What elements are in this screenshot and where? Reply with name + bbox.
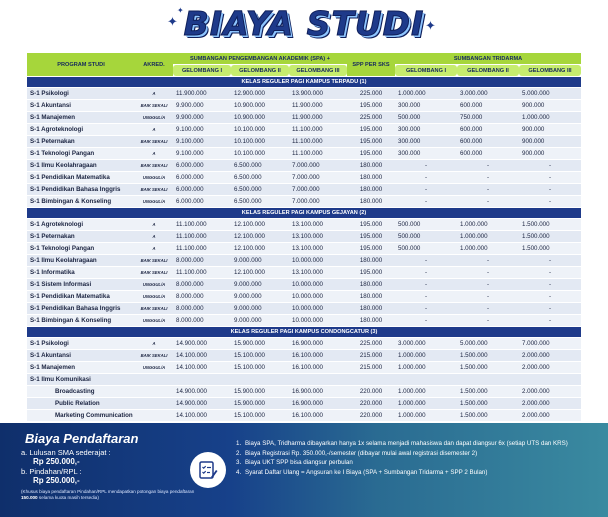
trid-g3-cell: - — [519, 172, 581, 183]
footer-panel — [0, 423, 608, 517]
spa-g3-cell: 13.100.000 — [289, 267, 347, 278]
spa-g2-cell: 10.900.000 — [231, 100, 289, 111]
akreditasi-cell: BAIK SEKALI — [135, 184, 173, 195]
trid-g1-cell: - — [395, 172, 457, 183]
trid-g2-cell: 1.500.000 — [457, 362, 519, 373]
program-cell: S-1 Informatika — [27, 267, 135, 278]
section-header — [27, 77, 581, 87]
spa-g3-cell: 16.900.000 — [289, 386, 347, 397]
spa-g1-cell: 9.100.000 — [173, 136, 231, 147]
trid-g3-cell: - — [519, 184, 581, 195]
header-spa: SUMBANGAN PENGEMBANGAN AKADEMIK (SPA) + — [173, 53, 347, 64]
akreditasi-cell: BAIK SEKALI — [135, 100, 173, 111]
spa-g1-cell: 11.900.000 — [173, 88, 231, 99]
spa-g3-cell: 16.100.000 — [289, 350, 347, 361]
spa-g1-cell: 14.900.000 — [173, 338, 231, 349]
table-row — [27, 398, 581, 409]
trid-g3-cell: 2.000.000 — [519, 350, 581, 361]
info-item: 1. Biaya SPA, Tridharma dibayarkan hanya 1x selama menjadi mahasiswa dan dapat diangsur 6x (setiap UTS dan KRS) — [236, 440, 568, 447]
spa-g1-cell: 14.100.000 — [173, 350, 231, 361]
table-row — [27, 231, 581, 242]
trid-g3-cell: 5.000.000 — [519, 88, 581, 99]
trid-g2-cell: 600.000 — [457, 148, 519, 159]
spa-g2-cell: 9.000.000 — [231, 291, 289, 302]
trid-g1-cell — [395, 374, 457, 385]
spa-g2-cell: 15.900.000 — [231, 398, 289, 409]
trid-g3-cell: - — [519, 291, 581, 302]
trid-g1-cell: 300.000 — [395, 124, 457, 135]
akreditasi-cell: A — [135, 219, 173, 230]
table-row — [27, 112, 581, 123]
akreditasi-cell: A — [135, 88, 173, 99]
akreditasi-cell — [135, 398, 173, 409]
akreditasi-cell: UNGGUL/A — [135, 291, 173, 302]
section-title: KELAS REGULER PAGI KAMPUS TERPADU (1) — [27, 77, 581, 87]
trid-g3-cell: - — [519, 315, 581, 326]
trid-g1-cell: 1.000.000 — [395, 350, 457, 361]
akreditasi-cell: BAIK SEKALI — [135, 255, 173, 266]
spa-g2-cell: 15.100.000 — [231, 410, 289, 421]
spp-cell: 180.000 — [347, 160, 395, 171]
akreditasi-cell: UNGGUL/A — [135, 362, 173, 373]
spa-g2-cell: 12.100.000 — [231, 219, 289, 230]
fee-table — [27, 52, 581, 422]
spa-g2-cell: 9.000.000 — [231, 279, 289, 290]
spa-g2-cell: 10.100.000 — [231, 148, 289, 159]
trid-g1-cell: 1.000.000 — [395, 386, 457, 397]
spa-g2-cell: 6.500.000 — [231, 196, 289, 207]
akreditasi-cell: BAIK SEKALI — [135, 136, 173, 147]
spa-g3-cell: 10.000.000 — [289, 279, 347, 290]
program-cell: S-1 Pendidikan Bahasa Inggris — [27, 184, 135, 195]
spa-g1-cell: 6.000.000 — [173, 172, 231, 183]
akreditasi-cell: BAIK SEKALI — [135, 160, 173, 171]
spa-g3-cell: 16.100.000 — [289, 362, 347, 373]
spp-cell: 220.000 — [347, 410, 395, 421]
spa-g1-cell: 11.100.000 — [173, 267, 231, 278]
spp-cell: 220.000 — [347, 386, 395, 397]
program-cell: S-1 Pendidikan Matematika — [27, 172, 135, 183]
trid-g1-cell: - — [395, 279, 457, 290]
spp-cell: 215.000 — [347, 350, 395, 361]
fee-table-body — [27, 77, 581, 421]
spa-g3-cell: 13.100.000 — [289, 243, 347, 254]
table-row — [27, 350, 581, 361]
registration-item-a: a. Lulusan SMA sederajat : — [21, 448, 111, 457]
program-cell: S-1 Pendidikan Bahasa Inggris — [27, 303, 135, 314]
trid-g3-cell: 900.000 — [519, 100, 581, 111]
trid-g2-cell: 1.500.000 — [457, 410, 519, 421]
akreditasi-cell: BAIK SEKALI — [135, 303, 173, 314]
spa-g3-cell: 10.000.000 — [289, 303, 347, 314]
spa-g3-cell: 11.900.000 — [289, 100, 347, 111]
spa-g1-cell: 8.000.000 — [173, 279, 231, 290]
info-list — [236, 440, 576, 478]
trid-g1-cell: 300.000 — [395, 148, 457, 159]
trid-g2-cell: 1.500.000 — [457, 350, 519, 361]
trid-g2-cell: 750.000 — [457, 112, 519, 123]
table-row — [27, 172, 581, 183]
spa-g3-cell: 7.000.000 — [289, 172, 347, 183]
table-row — [27, 88, 581, 99]
registration-price-b: Rp 250.000,- — [33, 476, 80, 485]
spa-g3-cell: 16.900.000 — [289, 398, 347, 409]
trid-g1-cell: - — [395, 267, 457, 278]
akreditasi-cell — [135, 410, 173, 421]
trid-g3-cell: 1.000.000 — [519, 112, 581, 123]
header-spa-g3: GELOMBANG III — [289, 65, 347, 76]
spp-cell: 180.000 — [347, 196, 395, 207]
trid-g2-cell: 1.000.000 — [457, 219, 519, 230]
trid-g3-cell: - — [519, 279, 581, 290]
registration-title: Biaya Pendaftaran — [25, 431, 139, 446]
trid-g2-cell: - — [457, 255, 519, 266]
checklist-icon — [190, 452, 226, 488]
spa-g1-cell: 8.000.000 — [173, 303, 231, 314]
trid-g3-cell: 1.500.000 — [519, 243, 581, 254]
program-cell: S-1 Psikologi — [27, 338, 135, 349]
spa-g3-cell: 16.100.000 — [289, 410, 347, 421]
section-title: KELAS REGULER PAGI KAMPUS CONDONGCATUR (3) — [27, 327, 581, 337]
sparkle-icon: ✦ — [425, 18, 436, 33]
info-item: 2. Biaya Registrasi Rp. 350.000,-/semester (dibayar mulai awal registrasi disemester 2) — [236, 449, 478, 457]
trid-g2-cell: - — [457, 160, 519, 171]
akreditasi-cell: A — [135, 243, 173, 254]
program-cell: S-1 Agroteknologi — [27, 219, 135, 230]
spp-cell: 180.000 — [347, 291, 395, 302]
akreditasi-cell: A — [135, 148, 173, 159]
trid-g1-cell: 1.000.000 — [395, 362, 457, 373]
spa-g1-cell: 8.000.000 — [173, 315, 231, 326]
trid-g2-cell: 3.000.000 — [457, 88, 519, 99]
header-tridarma: SUMBANGAN TRIDARMA — [395, 53, 581, 64]
program-cell: Broadcasting — [27, 386, 135, 397]
header-spa-g1: GELOMBANG I — [173, 65, 231, 76]
trid-g3-cell: - — [519, 267, 581, 278]
akreditasi-cell: UNGGUL/A — [135, 112, 173, 123]
spa-g3-cell: 10.000.000 — [289, 255, 347, 266]
trid-g2-cell: 600.000 — [457, 124, 519, 135]
program-cell: S-1 Peternakan — [27, 231, 135, 242]
trid-g1-cell: - — [395, 196, 457, 207]
spp-cell: 195.000 — [347, 243, 395, 254]
section-header — [27, 327, 581, 337]
trid-g2-cell: 600.000 — [457, 100, 519, 111]
spa-g1-cell: 6.000.000 — [173, 160, 231, 171]
akreditasi-cell: UNGGUL/A — [135, 196, 173, 207]
table-row — [27, 338, 581, 349]
spa-g2-cell: 15.900.000 — [231, 338, 289, 349]
table-row — [27, 124, 581, 135]
trid-g2-cell — [457, 374, 519, 385]
trid-g1-cell: 300.000 — [395, 100, 457, 111]
program-cell: S-1 Akuntansi — [27, 350, 135, 361]
trid-g2-cell: - — [457, 303, 519, 314]
spa-g1-cell: 14.100.000 — [173, 362, 231, 373]
spa-g1-cell: 6.000.000 — [173, 184, 231, 195]
trid-g1-cell: 3.000.000 — [395, 338, 457, 349]
registration-item-b: b. Pindahan/RPL : — [21, 467, 82, 476]
spa-g2-cell: 12.100.000 — [231, 231, 289, 242]
spp-cell: 225.000 — [347, 88, 395, 99]
program-cell: S-1 Sistem Informasi — [27, 279, 135, 290]
header-trid-g1: GELOMBANG I — [395, 65, 457, 76]
trid-g3-cell — [519, 374, 581, 385]
trid-g2-cell: - — [457, 315, 519, 326]
table-row — [27, 267, 581, 278]
spa-g1-cell: 8.000.000 — [173, 255, 231, 266]
program-cell: S-1 Ilmu Keolahragaan — [27, 255, 135, 266]
spp-cell — [347, 374, 395, 385]
spa-g3-cell: 13.900.000 — [289, 88, 347, 99]
sparkle-icon: ✦ — [167, 14, 178, 29]
trid-g1-cell: - — [395, 160, 457, 171]
trid-g2-cell: 1.500.000 — [457, 398, 519, 409]
spp-cell: 195.000 — [347, 136, 395, 147]
spa-g3-cell: 11.100.000 — [289, 124, 347, 135]
trid-g2-cell: - — [457, 291, 519, 302]
spa-g2-cell: 9.000.000 — [231, 315, 289, 326]
program-cell: Marketing Communication — [27, 410, 135, 421]
table-row — [27, 362, 581, 373]
table-row — [27, 279, 581, 290]
header-spp: SPP PER SKS — [347, 53, 395, 76]
spa-g2-cell: 9.000.000 — [231, 303, 289, 314]
trid-g3-cell: 7.000.000 — [519, 338, 581, 349]
table-row — [27, 148, 581, 159]
spa-g2-cell: 12.900.000 — [231, 88, 289, 99]
spa-g3-cell — [289, 374, 347, 385]
spa-g3-cell: 10.000.000 — [289, 315, 347, 326]
trid-g3-cell: 2.000.000 — [519, 410, 581, 421]
table-row — [27, 386, 581, 397]
spp-cell: 220.000 — [347, 398, 395, 409]
spp-cell: 180.000 — [347, 172, 395, 183]
section-title: KELAS REGULER PAGI KAMPUS GEJAYAN (2) — [27, 208, 581, 218]
akreditasi-cell — [135, 374, 173, 385]
info-item: 3. Biaya UKT SPP bisa diangsur perbulan — [236, 459, 353, 467]
table-row — [27, 184, 581, 195]
program-cell: S-1 Bimbingan & Konseling — [27, 196, 135, 207]
program-cell: S-1 Pendidikan Matematika — [27, 291, 135, 302]
table-row — [27, 291, 581, 302]
table-row — [27, 315, 581, 326]
akreditasi-cell: A — [135, 338, 173, 349]
spa-g2-cell: 6.500.000 — [231, 172, 289, 183]
trid-g3-cell: - — [519, 196, 581, 207]
program-cell: S-1 Peternakan — [27, 136, 135, 147]
trid-g3-cell: - — [519, 255, 581, 266]
section-header — [27, 208, 581, 218]
akreditasi-cell: BAIK SEKALI — [135, 350, 173, 361]
spa-g1-cell: 11.100.000 — [173, 219, 231, 230]
spa-g2-cell: 9.000.000 — [231, 255, 289, 266]
akreditasi-cell — [135, 386, 173, 397]
program-cell: S-1 Manajemen — [27, 112, 135, 123]
title-banner — [0, 4, 608, 44]
header-trid-g2: GELOMBANG II — [457, 65, 519, 76]
akreditasi-cell: UNGGUL/A — [135, 315, 173, 326]
trid-g2-cell: 1.000.000 — [457, 231, 519, 242]
spa-g3-cell: 7.000.000 — [289, 160, 347, 171]
spp-cell: 225.000 — [347, 112, 395, 123]
spa-g1-cell: 9.100.000 — [173, 148, 231, 159]
trid-g1-cell: - — [395, 255, 457, 266]
trid-g1-cell: 1.000.000 — [395, 410, 457, 421]
sparkle-icon: ✦ — [177, 6, 184, 15]
spa-g2-cell: 15.100.000 — [231, 350, 289, 361]
trid-g2-cell: 600.000 — [457, 136, 519, 147]
akreditasi-cell: A — [135, 231, 173, 242]
trid-g1-cell: 500.000 — [395, 243, 457, 254]
trid-g2-cell: - — [457, 279, 519, 290]
table-row — [27, 100, 581, 111]
trid-g1-cell: 500.000 — [395, 219, 457, 230]
spa-g2-cell — [231, 374, 289, 385]
trid-g3-cell: 2.000.000 — [519, 398, 581, 409]
spa-g3-cell: 11.100.000 — [289, 136, 347, 147]
spa-g2-cell: 10.900.000 — [231, 112, 289, 123]
spp-cell: 195.000 — [347, 231, 395, 242]
akreditasi-cell: UNGGUL/A — [135, 279, 173, 290]
spa-g3-cell: 13.100.000 — [289, 219, 347, 230]
header-program: PROGRAM STUDI — [27, 53, 135, 76]
spp-cell: 195.000 — [347, 100, 395, 111]
spa-g3-cell: 11.900.000 — [289, 112, 347, 123]
spp-cell: 180.000 — [347, 279, 395, 290]
spp-cell: 195.000 — [347, 267, 395, 278]
page-title: BIAYA STUDI — [183, 4, 425, 43]
trid-g3-cell: - — [519, 303, 581, 314]
spp-cell: 180.000 — [347, 315, 395, 326]
spp-cell: 180.000 — [347, 303, 395, 314]
spa-g1-cell: 8.000.000 — [173, 291, 231, 302]
table-row — [27, 219, 581, 230]
spa-g2-cell: 6.500.000 — [231, 184, 289, 195]
akreditasi-cell: UNGGUL/A — [135, 172, 173, 183]
trid-g1-cell: - — [395, 184, 457, 195]
registration-note: (Khusus biaya pendaftaran Pindahan/RPL mendapatkan potongan biaya pendaftaran 150.000 selama kuota masih tersedia) — [21, 489, 195, 500]
table-row — [27, 303, 581, 314]
trid-g1-cell: 500.000 — [395, 112, 457, 123]
trid-g2-cell: - — [457, 172, 519, 183]
program-cell: S-1 Teknologi Pangan — [27, 243, 135, 254]
program-cell: S-1 Teknologi Pangan — [27, 148, 135, 159]
header-akred: AKRED. — [135, 53, 173, 76]
trid-g2-cell: - — [457, 196, 519, 207]
trid-g3-cell: 900.000 — [519, 124, 581, 135]
trid-g1-cell: 1.000.000 — [395, 88, 457, 99]
program-cell: S-1 Manajemen — [27, 362, 135, 373]
trid-g1-cell: 500.000 — [395, 231, 457, 242]
header-spa-g2: GELOMBANG II — [231, 65, 289, 76]
spa-g3-cell: 11.100.000 — [289, 148, 347, 159]
table-row — [27, 255, 581, 266]
spa-g2-cell: 12.100.000 — [231, 267, 289, 278]
spa-g2-cell: 12.100.000 — [231, 243, 289, 254]
spa-g1-cell: 11.100.000 — [173, 231, 231, 242]
trid-g3-cell: 1.500.000 — [519, 231, 581, 242]
spp-cell: 180.000 — [347, 184, 395, 195]
trid-g3-cell: 2.000.000 — [519, 386, 581, 397]
trid-g2-cell: - — [457, 184, 519, 195]
trid-g1-cell: 1.000.000 — [395, 398, 457, 409]
program-cell: S-1 Akuntansi — [27, 100, 135, 111]
spa-g1-cell: 9.900.000 — [173, 100, 231, 111]
spa-g1-cell: 14.900.000 — [173, 386, 231, 397]
trid-g2-cell: 5.000.000 — [457, 338, 519, 349]
spa-g1-cell — [173, 374, 231, 385]
spa-g1-cell: 11.100.000 — [173, 243, 231, 254]
spa-g2-cell: 10.100.000 — [231, 136, 289, 147]
spp-cell: 195.000 — [347, 148, 395, 159]
trid-g1-cell: - — [395, 291, 457, 302]
trid-g3-cell: 900.000 — [519, 148, 581, 159]
trid-g3-cell: 2.000.000 — [519, 362, 581, 373]
trid-g3-cell: 900.000 — [519, 136, 581, 147]
spa-g1-cell: 6.000.000 — [173, 196, 231, 207]
registration-price-a: Rp 250.000,- — [33, 457, 80, 466]
table-row — [27, 196, 581, 207]
program-cell: S-1 Ilmu Keolahragaan — [27, 160, 135, 171]
program-cell: S-1 Ilmu Komunikasi — [27, 374, 135, 385]
table-row — [27, 160, 581, 171]
spp-cell: 215.000 — [347, 362, 395, 373]
spa-g1-cell: 9.100.000 — [173, 124, 231, 135]
trid-g3-cell: - — [519, 160, 581, 171]
spa-g2-cell: 15.100.000 — [231, 362, 289, 373]
akreditasi-cell: BAIK SEKALI — [135, 267, 173, 278]
program-cell: S-1 Agroteknologi — [27, 124, 135, 135]
trid-g3-cell: 1.500.000 — [519, 219, 581, 230]
program-cell: Public Relation — [27, 398, 135, 409]
spp-cell: 195.000 — [347, 219, 395, 230]
spa-g3-cell: 13.100.000 — [289, 231, 347, 242]
table-row — [27, 243, 581, 254]
info-item: 4. Syarat Daftar Ulang = Angsuran ke I Biaya (SPA + Sumbangan Tridarma + SPP 2 Bulan) — [236, 468, 488, 476]
program-cell: S-1 Psikologi — [27, 88, 135, 99]
header-trid-g3: GELOMBANG III — [519, 65, 581, 76]
spa-g1-cell: 9.900.000 — [173, 112, 231, 123]
spa-g1-cell: 14.900.000 — [173, 398, 231, 409]
spa-g1-cell: 14.100.000 — [173, 410, 231, 421]
spa-g3-cell: 10.000.000 — [289, 291, 347, 302]
spa-g3-cell: 7.000.000 — [289, 196, 347, 207]
trid-g1-cell: - — [395, 315, 457, 326]
spa-g3-cell: 16.900.000 — [289, 338, 347, 349]
table-row — [27, 374, 581, 385]
spa-g2-cell: 6.500.000 — [231, 160, 289, 171]
akreditasi-cell: A — [135, 124, 173, 135]
spp-cell: 195.000 — [347, 124, 395, 135]
trid-g1-cell: 300.000 — [395, 136, 457, 147]
table-row — [27, 410, 581, 421]
trid-g2-cell: 1.500.000 — [457, 386, 519, 397]
spa-g2-cell: 10.100.000 — [231, 124, 289, 135]
program-cell: S-1 Bimbingan & Konseling — [27, 315, 135, 326]
trid-g2-cell: 1.000.000 — [457, 243, 519, 254]
trid-g1-cell: - — [395, 303, 457, 314]
trid-g2-cell: - — [457, 267, 519, 278]
spp-cell: 180.000 — [347, 255, 395, 266]
spp-cell: 225.000 — [347, 338, 395, 349]
spa-g3-cell: 7.000.000 — [289, 184, 347, 195]
spa-g2-cell: 15.900.000 — [231, 386, 289, 397]
table-row — [27, 136, 581, 147]
